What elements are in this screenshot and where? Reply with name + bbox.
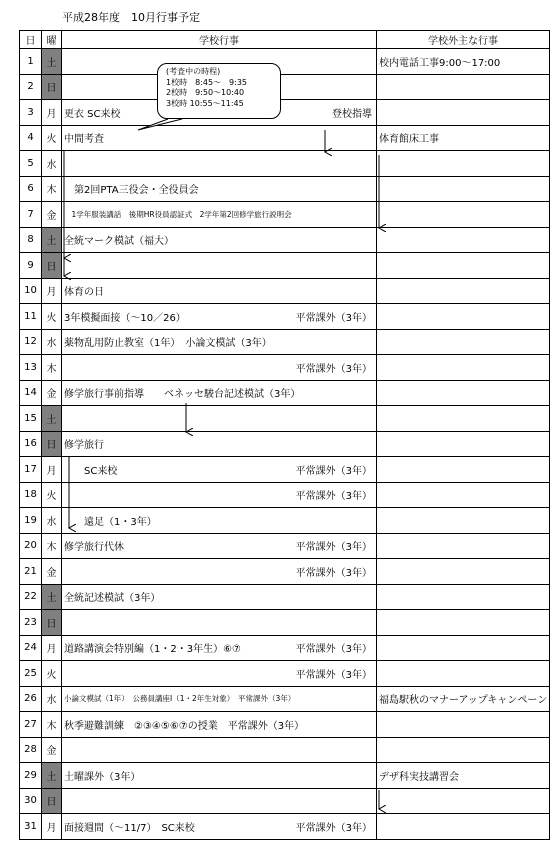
weekday-cell: 火 xyxy=(42,304,62,330)
callout-line: 3校時 10:55～11:45 xyxy=(166,98,244,108)
day-cell: 14 xyxy=(20,380,42,406)
day-cell: 11 xyxy=(20,304,42,330)
event-text: SC来校 xyxy=(64,465,118,477)
callout-pointer xyxy=(138,119,182,130)
callout-heading: (考査中の時程) xyxy=(166,67,221,76)
weekday-cell: 月 xyxy=(42,278,62,304)
event-text: 土曜課外（3年） xyxy=(64,771,141,783)
event-text: 中間考査 xyxy=(64,134,104,146)
callout-line: 1校時 8:45～ 9:35 xyxy=(166,77,248,87)
event-text: 道路講演会特別編（1・2・3年生）⑥⑦ xyxy=(64,644,242,656)
event-text: 第2回PTA三役会・全役員会 xyxy=(64,185,199,197)
weekday-cell: 日 xyxy=(42,253,62,279)
external-event-cell: 校内電話工事9:00～17:00 xyxy=(377,49,550,75)
event-text: 秋季避難訓練 ②③④⑤⑥⑦の授業 平常課外（3年） xyxy=(64,720,305,732)
day-cell: 25 xyxy=(20,661,42,687)
day-cell: 26 xyxy=(20,686,42,712)
day-cell: 21 xyxy=(20,559,42,585)
day-cell: 18 xyxy=(20,482,42,508)
weekday-cell: 木 xyxy=(42,176,62,202)
weekday-cell: 月 xyxy=(42,457,62,483)
event-right-text: 登校指導 xyxy=(332,108,372,120)
external-event-cell: 体育館床工事 xyxy=(377,125,550,151)
callout-line: 2校時 9:50～10:40 xyxy=(166,88,245,97)
weekday-cell: 金 xyxy=(42,380,62,406)
day-cell: 6 xyxy=(20,176,42,202)
school-events-header: 学校行事 xyxy=(62,31,377,49)
external-event-cell: デザ科実技講習会 xyxy=(377,763,550,789)
weekday-cell: 火 xyxy=(42,661,62,687)
event-right-text: 平常課外（3年） xyxy=(295,542,372,554)
day-header: 日 xyxy=(20,31,42,49)
weekday-cell: 土 xyxy=(42,584,62,610)
day-cell: 27 xyxy=(20,712,42,738)
weekday-cell: 水 xyxy=(42,686,62,712)
day-cell: 13 xyxy=(20,355,42,381)
event-right-text: 平常課外（3年） xyxy=(295,669,372,681)
event-text: 遠足（1・3年） xyxy=(64,516,157,528)
event-right-text: 平常課外（3年） xyxy=(295,567,372,579)
day-cell: 17 xyxy=(20,457,42,483)
weekday-cell: 日 xyxy=(42,431,62,457)
page-title: 平成28年度 10月行事予定 xyxy=(62,11,200,24)
day-cell: 23 xyxy=(20,610,42,636)
day-cell: 24 xyxy=(20,635,42,661)
event-text: 薬物乱用防止教室（1年） 小論文模試（3年） xyxy=(64,338,272,350)
weekday-header: 曜 xyxy=(42,31,62,49)
weekday-cell: 水 xyxy=(42,329,62,355)
event-text: 面接週間（～11/7） SC来校 xyxy=(64,822,195,834)
weekday-cell: 日 xyxy=(42,610,62,636)
day-cell: 22 xyxy=(20,584,42,610)
weekday-cell: 火 xyxy=(42,125,62,151)
day-cell: 20 xyxy=(20,533,42,559)
day-cell: 31 xyxy=(20,814,42,840)
event-right-text: 平常課外（3年） xyxy=(295,465,372,477)
event-text: 修学旅行代休 xyxy=(64,542,124,554)
event-right-text: 平常課外（3年） xyxy=(295,644,372,656)
day-cell: 9 xyxy=(20,253,42,279)
weekday-cell: 土 xyxy=(42,49,62,75)
event-text: 1学年服装講話 後期HR役員認証式 2学年第2回修学旅行説明会 xyxy=(64,209,292,219)
event-text: 3年模擬面接（～10／26） xyxy=(64,312,186,324)
weekday-cell: 月 xyxy=(42,635,62,661)
day-cell: 28 xyxy=(20,737,42,763)
weekday-cell: 水 xyxy=(42,151,62,177)
event-text: 全統記述模試（3年） xyxy=(64,593,161,605)
weekday-cell: 金 xyxy=(42,737,62,763)
day-cell: 12 xyxy=(20,329,42,355)
day-cell: 7 xyxy=(20,202,42,228)
day-cell: 29 xyxy=(20,763,42,789)
weekday-cell: 金 xyxy=(42,202,62,228)
weekday-cell: 木 xyxy=(42,533,62,559)
weekday-cell: 火 xyxy=(42,482,62,508)
day-cell: 15 xyxy=(20,406,42,432)
event-right-text: 平常課外（3年） xyxy=(295,491,372,503)
day-cell: 30 xyxy=(20,788,42,814)
day-cell: 16 xyxy=(20,431,42,457)
day-cell: 8 xyxy=(20,227,42,253)
event-text: 修学旅行 xyxy=(64,440,104,452)
day-cell: 1 xyxy=(20,49,42,75)
weekday-cell: 木 xyxy=(42,355,62,381)
external-event-cell: 福島駅秋のマナーアップキャンペーン xyxy=(377,686,550,712)
event-text: 体育の日 xyxy=(64,287,104,299)
day-cell: 5 xyxy=(20,151,42,177)
weekday-cell: 日 xyxy=(42,788,62,814)
event-text: 更衣 SC来校 xyxy=(64,108,121,120)
external-events-header: 学校外主な行事 xyxy=(377,31,550,49)
day-cell: 2 xyxy=(20,74,42,100)
event-text: 小論文模試（1年） 公務員講座Ⅰ（1・2年生対象） 平常課外（3年） xyxy=(64,694,296,704)
weekday-cell: 土 xyxy=(42,763,62,789)
day-cell: 19 xyxy=(20,508,42,534)
weekday-cell: 木 xyxy=(42,712,62,738)
event-right-text: 平常課外（3年） xyxy=(295,312,372,324)
weekday-cell: 日 xyxy=(42,74,62,100)
weekday-cell: 月 xyxy=(42,814,62,840)
weekday-cell: 月 xyxy=(42,100,62,126)
event-right-text: 平常課外（3年） xyxy=(295,363,372,375)
event-right-text: 平常課外（3年） xyxy=(295,822,372,834)
event-text: 全統マーク模試（福大） xyxy=(64,236,174,248)
day-cell: 10 xyxy=(20,278,42,304)
weekday-cell: 金 xyxy=(42,559,62,585)
event-text: 修学旅行事前指導 ベネッセ駿台記述模試（3年） xyxy=(64,389,301,401)
weekday-cell: 土 xyxy=(42,227,62,253)
weekday-cell: 水 xyxy=(42,508,62,534)
day-cell: 3 xyxy=(20,100,42,126)
weekday-cell: 土 xyxy=(42,406,62,432)
day-cell: 4 xyxy=(20,125,42,151)
